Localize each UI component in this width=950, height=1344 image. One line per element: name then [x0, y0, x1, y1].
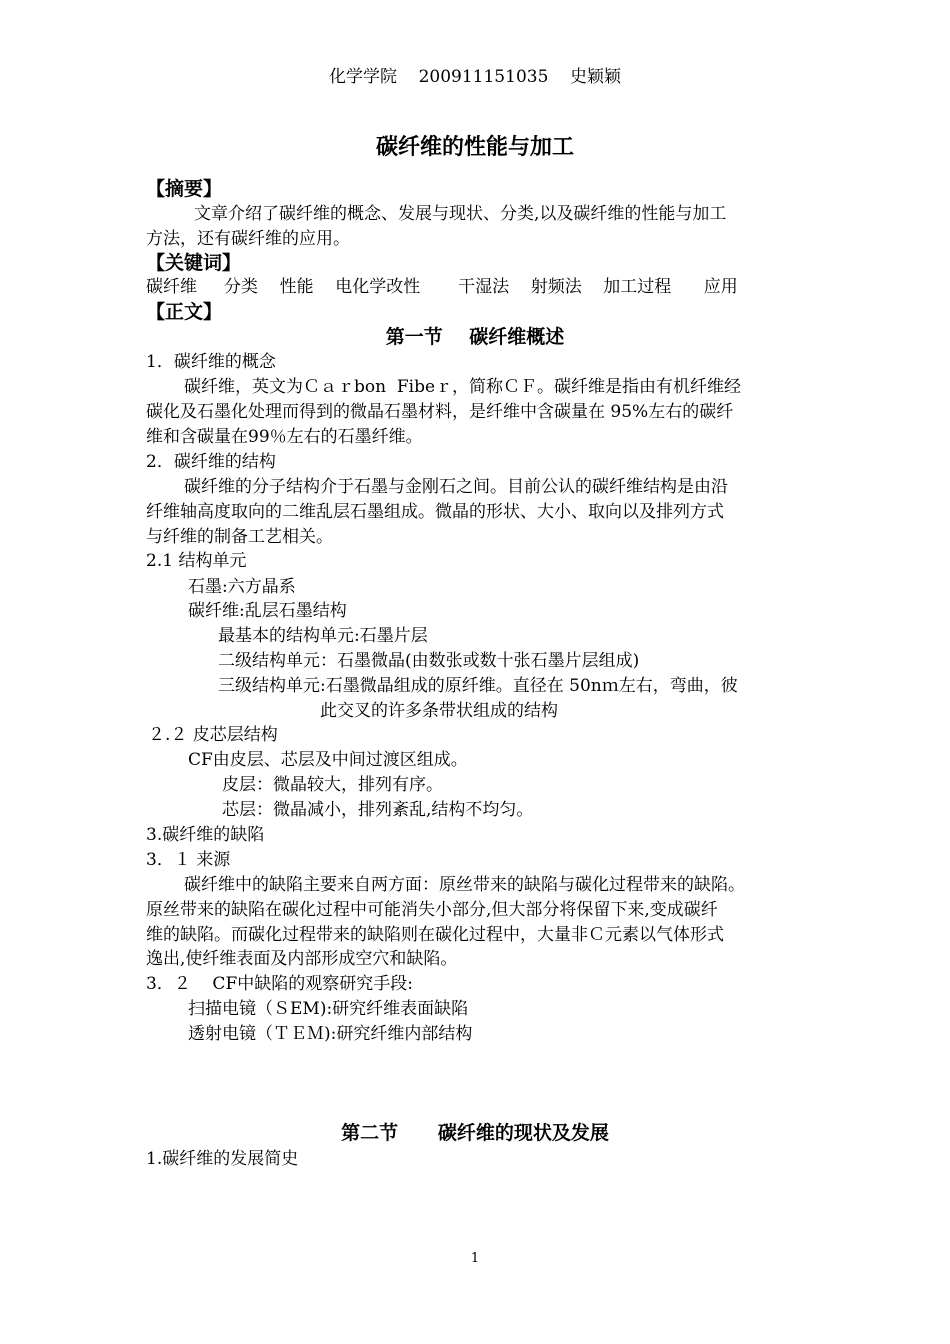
- paragraph-line: 石墨:六方晶系: [188, 577, 296, 597]
- keywords-text: 碳纤维 分类 性能 电化学改性 干湿法 射频法 加工过程 应用: [146, 277, 738, 297]
- body-label: 【正文】: [146, 301, 223, 323]
- paragraph-line: 3．２ CF中缺陷的观察研究手段:: [146, 974, 413, 994]
- paragraph-line: 皮层：微晶较大，排列有序。: [222, 775, 443, 795]
- paragraph-line: 逸出,使纤维表面及内部形成空穴和缺陷。: [146, 949, 458, 969]
- paragraph-line: 扫描电镜（ＳEM):研究纤维表面缺陷: [188, 999, 469, 1019]
- paragraph-line: 最基本的结构单元:石墨片层: [218, 626, 428, 646]
- paragraph-line: 碳化及石墨化处理而得到的微晶石墨材料，是纤维中含碳量在 95%左右的碳纤: [146, 402, 734, 422]
- abstract-label: 【摘要】: [146, 178, 223, 200]
- paragraph-line: 三级结构单元:石墨微晶组成的原纤维。直径在 50nｍ左右，弯曲，彼: [218, 676, 738, 696]
- abstract-line: 文章介绍了碳纤维的概念、发展与现状、分类,以及碳纤维的性能与加工: [194, 204, 727, 224]
- paragraph-line: 碳纤维，英文为Ｃａｒbon Fibeｒ，简称ＣＦ。碳纤维是指由有机纤维经: [184, 377, 742, 397]
- keywords-label: 【关键词】: [146, 252, 242, 274]
- paragraph-line: 1．碳纤维的概念: [146, 352, 276, 372]
- paragraph-line: 3.碳纤维的缺陷: [146, 825, 265, 845]
- section-title: 第二节 碳纤维的现状及发展: [341, 1122, 609, 1144]
- paragraph-line: 二级结构单元：石墨微晶(由数张或数十张石墨片层组成): [218, 651, 640, 671]
- paragraph-line: 碳纤维:乱层石墨结构: [188, 601, 347, 621]
- paragraph-line: 此交叉的许多条带状组成的结构: [320, 701, 558, 721]
- paragraph-line: 碳纤维中的缺陷主要来自两方面：原丝带来的缺陷与碳化过程带来的缺陷。: [184, 875, 745, 895]
- paragraph-line: CF由皮层、芯层及中间过渡区组成。: [188, 750, 468, 770]
- paragraph-line: 维的缺陷。而碳化过程带来的缺陷则在碳化过程中，大量非Ｃ元素以气体形式: [146, 925, 724, 945]
- paragraph-line: ２.２ 皮芯层结构: [148, 725, 278, 745]
- paragraph-line: 碳纤维的分子结构介于石墨与金刚石之间。目前公认的碳纤维结构是由沿: [184, 477, 728, 497]
- page-number: 1: [470, 1251, 480, 1266]
- paragraph-line: 1.碳纤维的发展简史: [146, 1149, 299, 1169]
- paragraph-line: 3．１ 来源: [146, 850, 231, 870]
- page-header: 化学学院 200911151035 史颖颖: [328, 67, 622, 87]
- section-title: 第一节 碳纤维概述: [385, 326, 565, 348]
- abstract-line: 方法，还有碳纤维的应用。: [146, 229, 350, 249]
- paragraph-line: 维和含碳量在99％左右的石墨纤维。: [146, 427, 423, 447]
- paragraph-line: 2.1 结构单元: [146, 551, 247, 571]
- document-title: 碳纤维的性能与加工: [375, 135, 574, 160]
- paragraph-line: 纤维轴高度取向的二维乱层石墨组成。微晶的形状、大小、取向以及排列方式: [146, 502, 724, 522]
- paragraph-line: 芯层：微晶减小，排列紊乱,结构不均匀。: [222, 800, 534, 820]
- paragraph-line: 与纤维的制备工艺相关。: [146, 527, 333, 547]
- paragraph-line: 透射电镜（ＴＥＭ):研究纤维内部结构: [188, 1024, 473, 1044]
- paragraph-line: 2．碳纤维的结构: [146, 452, 276, 472]
- paragraph-line: 原丝带来的缺陷在碳化过程中可能消失小部分,但大部分将保留下来,变成碳纤: [146, 900, 718, 920]
